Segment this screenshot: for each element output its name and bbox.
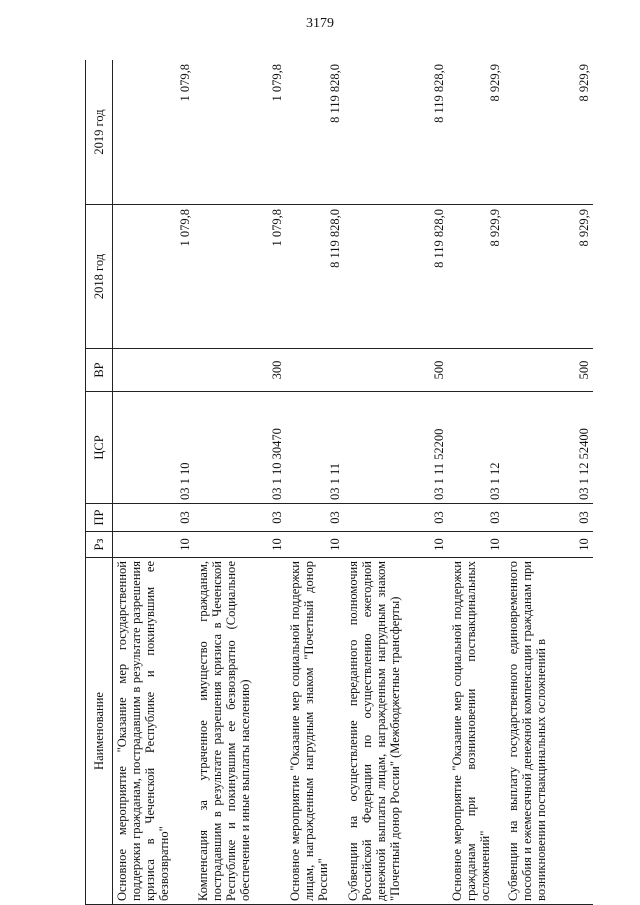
row-name: Субвенции на выплату государственного единовременного пособия и ежемесячной денежной компенсации гражданам при возникновении поствакцинальных осложнений в [504,558,593,905]
row-csr: 03 1 12 52400 [504,392,593,504]
table-row [344,60,448,905]
header-vr: ВР [86,349,113,392]
table-row [448,60,504,905]
table-header-row [86,60,113,905]
row-2018: 8 929,9 [448,205,504,349]
table-row [504,60,593,905]
table-row [286,60,344,905]
table-row [113,60,195,905]
row-vr [113,349,195,392]
header-rz: Рз [86,532,113,558]
row-vr [448,349,504,392]
row-2018: 8 119 828,0 [344,205,448,349]
row-2019: 8 119 828,0 [286,60,344,205]
row-2019: 1 079,8 [194,60,286,205]
row-vr: 500 [504,349,593,392]
row-name: Основное мероприятие "Оказание мер социальной поддержки гражданам при возникновении поствакцинальных осложнений" [448,558,504,905]
table-row [194,60,286,905]
header-pr: ПР [86,504,113,532]
row-rz: 10 [344,532,448,558]
row-2019: 8 929,9 [504,60,593,205]
budget-table [85,60,593,905]
row-rz: 10 [286,532,344,558]
row-csr: 03 1 10 30470 [194,392,286,504]
row-rz: 10 [113,532,195,558]
header-2018: 2018 год [86,205,113,349]
header-name: Наименование [86,558,113,905]
row-name: Компенсация за утраченное имущество гражданам, пострадавшим в результате разрешения кризиса в Чеченской Республике и покинувшим ее безвозвратно (Социальное обеспечение и иные выплаты населению) [194,558,286,905]
table-viewport [85,60,618,905]
header-csr: ЦСР [86,392,113,504]
row-pr: 03 [504,504,593,532]
row-2018: 1 079,8 [113,205,195,349]
row-csr: 03 1 11 [286,392,344,504]
row-rz: 10 [194,532,286,558]
row-rz: 10 [504,532,593,558]
page-number: 3179 [306,16,334,31]
rotated-table-container [85,60,618,905]
row-vr: 500 [344,349,448,392]
row-pr: 03 [344,504,448,532]
row-2019: 8 929,9 [448,60,504,205]
row-csr: 03 1 11 52200 [344,392,448,504]
header-2019: 2019 год [86,60,113,205]
row-name: Основное мероприятие "Оказание мер государственной поддержки гражданам, пострадавшим в результате разрешения кризиса в Чеченской Республике и покинувшим ее безвозвратно" [113,558,195,905]
row-2019: 8 119 828,0 [344,60,448,205]
row-csr: 03 1 12 [448,392,504,504]
row-2019: 1 079,8 [113,60,195,205]
row-2018: 8 929,9 [504,205,593,349]
row-vr: 300 [194,349,286,392]
row-2018: 8 119 828,0 [286,205,344,349]
row-pr: 03 [194,504,286,532]
row-pr: 03 [113,504,195,532]
row-name: Основное мероприятие "Оказание мер социальной поддержки лицам, награжденным нагрудным знаком "Почетный донор России" [286,558,344,905]
row-2018: 1 079,8 [194,205,286,349]
row-vr [286,349,344,392]
row-csr: 03 1 10 [113,392,195,504]
row-pr: 03 [286,504,344,532]
row-rz: 10 [448,532,504,558]
row-pr: 03 [448,504,504,532]
row-name: Субвенции на осуществление переданного полномочия Российской Федерации по осуществлению ежегодной денежной выплаты лицам, награжденным нагрудным знаком "Почетный донор России" (Межбюджетные трансферты) [344,558,448,905]
